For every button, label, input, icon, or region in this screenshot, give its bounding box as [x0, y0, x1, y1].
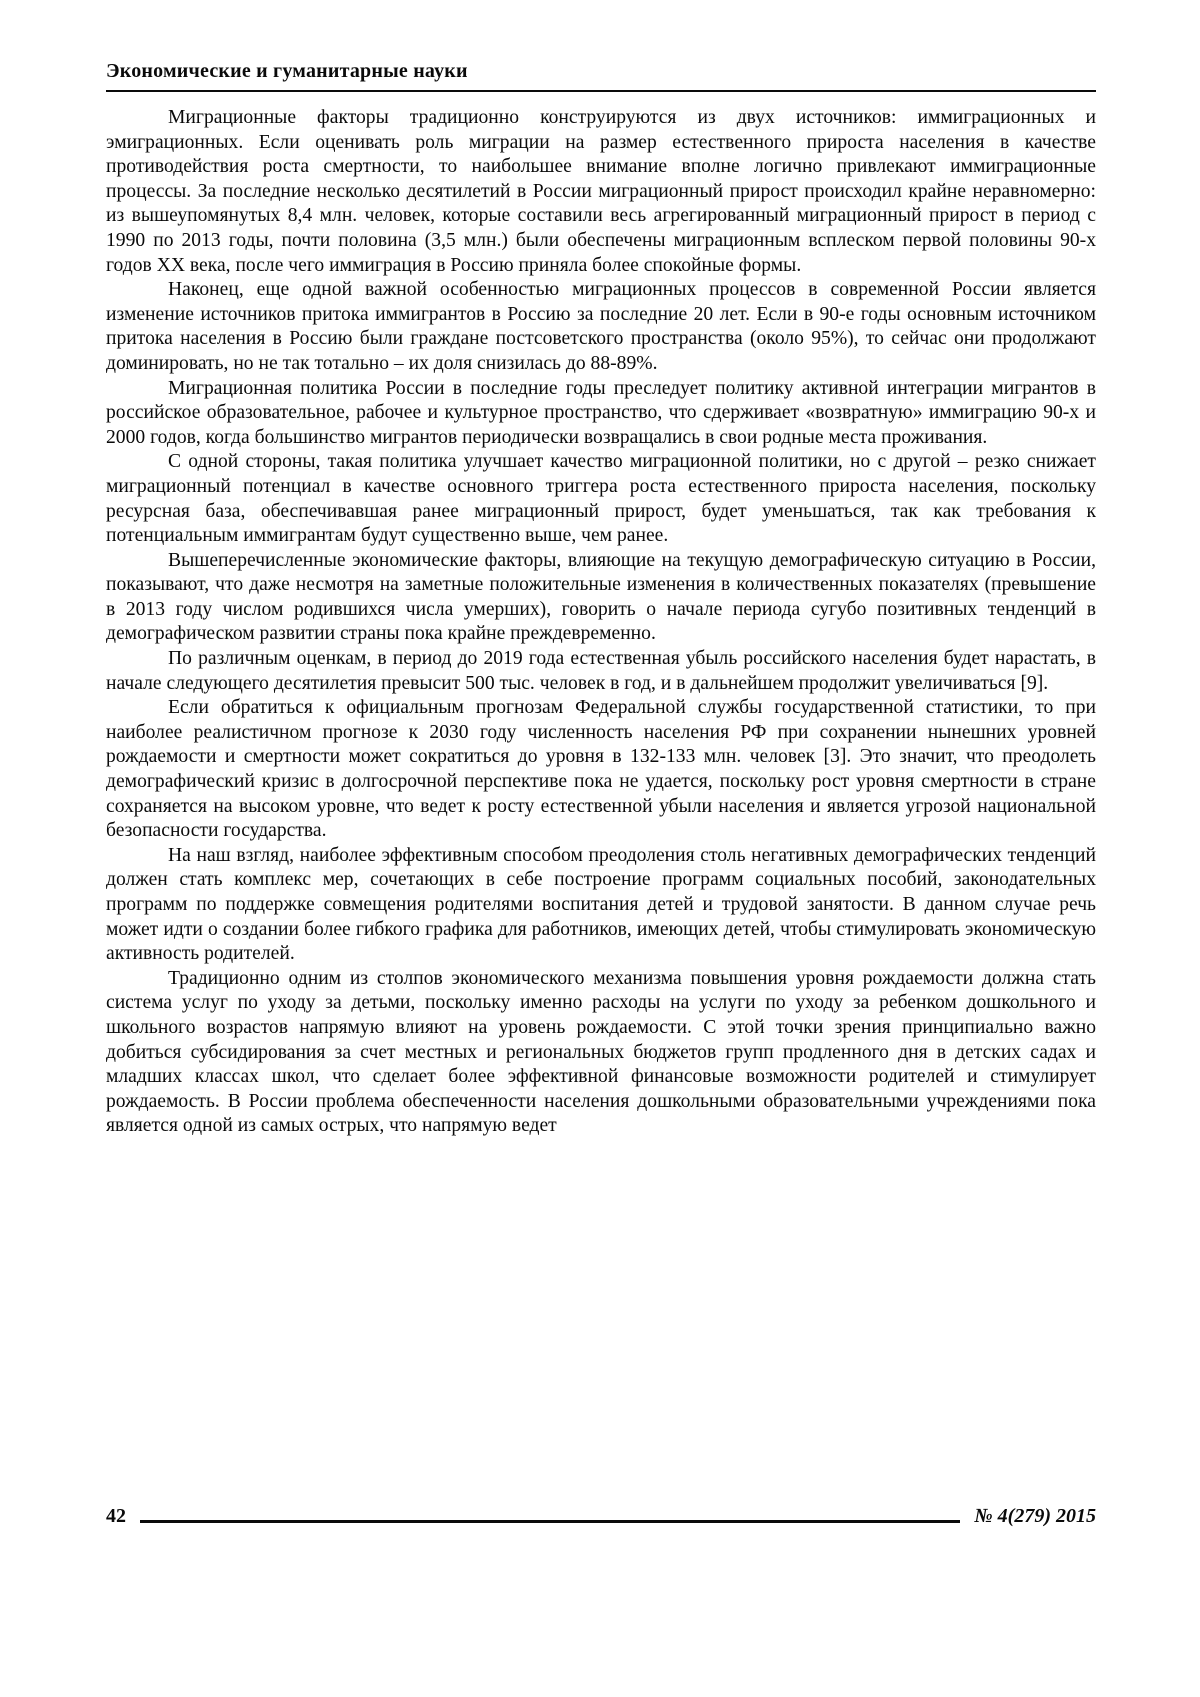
- paragraph: Традиционно одним из столпов экономического механизма повышения уровня рождаемости должна стать система услуг по уходу за детьми, поскольку именно расходы на услуги по уходу за ребенком дошкольного и школьного возрастов напрямую влияют на уровень рождаемости. С этой точки зрения принципиально важно добиться субсидирования за счет местных и региональных бюджетов групп продленного дня в детских садах и младших классах школ, что сделает более эффективной финансовые возможности родителей и стимулирует рождаемость. В России проблема обеспеченности населения дошкольными образовательными учреждениями пока является одной из самых острых, что напрямую ведет: [106, 967, 1096, 1137]
- paragraph: По различным оценкам, в период до 2019 года естественная убыль российского населения будет нарастать, в начале следующего десятилетия превысит 500 тыс. человек в год, и в дальнейшем продолжит увеличиваться [9].: [106, 648, 1096, 694]
- page-footer: [106, 1505, 1096, 1528]
- running-head-title: Экономические и гуманитарные науки: [106, 60, 468, 82]
- paragraph: Если обратиться к официальным прогнозам Федеральной службы государственной статистики, то при наиболее реалистичном прогнозе к 2030 году численность населения РФ при сохранении нынешних уровней рождаемости и смертности может сократиться до уровня в 132-133 млн. человек [3]. Это значит, что преодолеть демографический кризис в долгосрочной перспективе пока не удается, поскольку рост уровня смертности в стране сохраняется на высоком уровне, что ведет к росту естественной убыли населения и является угрозой национальной безопасности государства.: [106, 697, 1096, 842]
- header-rule: [106, 90, 1096, 92]
- issue-number: № 4(279) 2015: [974, 1505, 1096, 1527]
- paragraph: С одной стороны, такая политика улучшает качество миграционной политики, но с другой – резко снижает миграционный потенциал в качестве основного триггера роста естественного прироста населения, поскольку ресурсная база, обеспечивавшая ранее миграционный прирост, будет уменьшаться, так как требования к потенциальным иммигрантам будут существенно выше, чем ранее.: [106, 451, 1096, 547]
- paragraph: Вышеперечисленные экономические факторы, влияющие на текущую демографическую ситуацию в России, показывают, что даже несмотря на заметные положительные изменения в количественных показателях (превышение в 2013 году числом родившихся числа умерших), говорить о начале периода сугубо позитивных тенденций в демографическом развитии страны пока крайне преждевременно.: [106, 549, 1096, 645]
- footer-rule: [140, 1520, 960, 1523]
- paragraph: Миграционные факторы традиционно конструируются из двух источников: иммиграционных и эмиграционных. Если оценивать роль миграции на размер естественного прироста населения в качестве противодействия роста смертности, то наибольшее внимание вполне логично привлекают иммиграционные процессы. За последние несколько десятилетий в России миграционный прирост происходил крайне неравномерно: из вышеупомянутых 8,4 млн. человек, которые составили весь агрегированный миграционный прирост в период с 1990 по 2013 годы, почти половина (3,5 млн.) были обеспечены миграционным всплеском первой половины 90-х годов XX века, после чего иммиграция в Россию приняла более спокойные формы.: [106, 107, 1096, 276]
- paragraph: Наконец, еще одной важной особенностью миграционных процессов в современной России является изменение источников притока иммигрантов в Россию за последние 20 лет. Если в 90-е годы основным источником притока населения в Россию были граждане постсоветского пространства (около 95%), то сейчас они продолжают доминировать, но не так тотально – их доля снизилась до 88-89%.: [106, 279, 1096, 374]
- paragraph: Миграционная политика России в последние годы преследует политику активной интеграции мигрантов в российское образовательное, рабочее и культурное пространство, что сдерживает «возвратную» иммиграцию 90-х и 2000 годов, когда большинство мигрантов периодически возвращались в свои родные места проживания.: [106, 377, 1096, 448]
- article-body: [106, 106, 1096, 1139]
- paragraph: На наш взгляд, наиболее эффективным способом преодоления столь негативных демографических тенденций должен стать комплекс мер, сочетающих в себе построение программ социальных пособий, законодательных программ по поддержке совмещения родителями воспитания детей и трудовой занятости. В данном случае речь может идти о создании более гибкого графика для работников, имеющих детей, чтобы стимулировать экономическую активность родителей.: [106, 844, 1096, 965]
- page-number: 42: [106, 1505, 126, 1527]
